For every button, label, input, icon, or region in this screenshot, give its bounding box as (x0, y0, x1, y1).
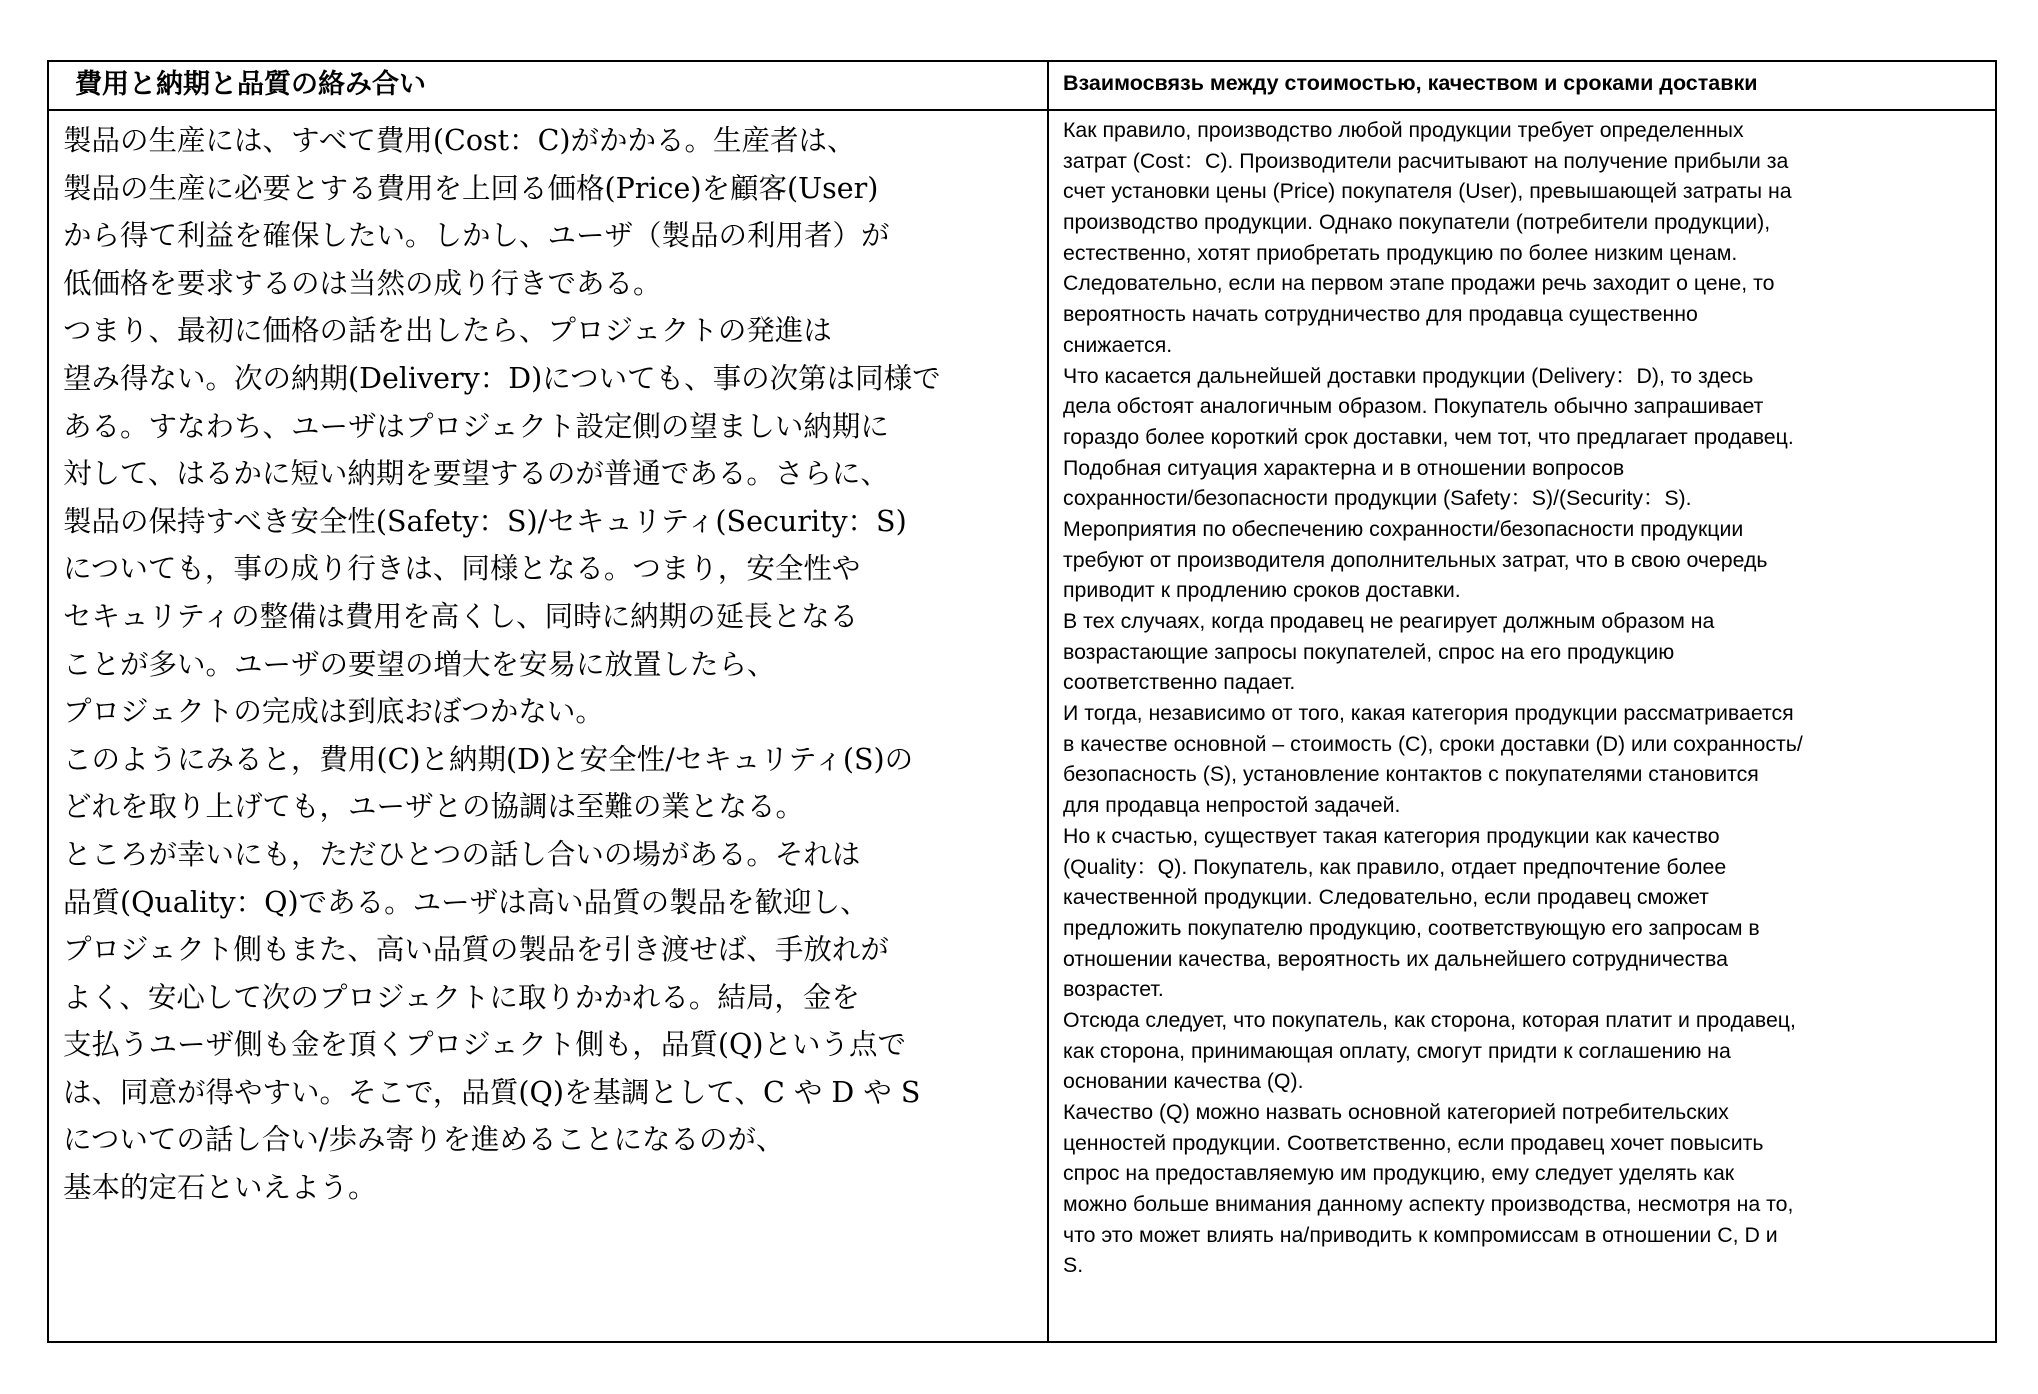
russian-text-line: безопасность (S), установление контактов с покупателями становится (1063, 762, 1759, 787)
russian-text-line: ценностей продукции. Соответственно, если продавец хочет повысить (1063, 1130, 1764, 1155)
russian-text-line: качественной продукции. Следовательно, если продавец сможет (1063, 885, 1709, 910)
russian-text-line: И тогда, независимо от того, какая категория продукции рассматривается (1063, 701, 1794, 726)
japanese-text-line: についての話し合い/歩み寄りを進めることになるのが、 (63, 1123, 785, 1157)
japanese-text-line: 基本的定石といえよう。 (63, 1171, 377, 1205)
japanese-text-line: プロジェクト側もまた、高い品質の製品を引き渡せば、手放れが (63, 933, 889, 967)
russian-text-line: дела обстоят аналогичным образом. Покупатель обычно запрашивает (1063, 394, 1764, 419)
russian-text-line: можно больше внимания данному аспекту производства, несмотря на то, (1063, 1192, 1794, 1217)
russian-text-line: для продавца непростой задачей. (1063, 793, 1401, 818)
russian-text-line: Но к счастью, существует такая категория продукции как качество (1063, 823, 1720, 848)
japanese-text-line: から得て利益を確保したい。しかし、ユーザ（製品の利用者）が (63, 219, 890, 253)
russian-text-line: Мероприятия по обеспечению сохранности/безопасности продукции (1063, 516, 1744, 541)
russian-text-line: возрастет. (1063, 977, 1164, 1002)
japanese-text-line: 製品の保持すべき安全性(Safety：S)/セキュリティ(Security：S) (63, 504, 907, 538)
russian-text-line: Как правило, производство любой продукции требует определенных (1063, 118, 1744, 142)
russian-text-line: вероятность начать сотрудничество для продавца существенно (1063, 302, 1698, 327)
japanese-text-line: このようにみると，費用(C)と納期(D)と安全性/セキュリティ(S)の (63, 742, 914, 776)
japanese-text-line: ことが多い。ユーザの要望の増大を安易に放置したら、 (63, 647, 776, 681)
russian-text-line: затрат (Cost：C). Производители расчитывают на получение прибыли за (1063, 148, 1789, 173)
russian-text-line: соответственно падает. (1063, 670, 1296, 695)
japanese-text-line: ある。すなわち、ユーザはプロジェクト設定側の望ましい納期に (63, 409, 889, 443)
russian-text-line: приводит к продлению сроков доставки. (1063, 578, 1461, 603)
russian-text-line: основании качества (Q). (1063, 1069, 1304, 1094)
japanese-text-line: 製品の生産には、すべて費用(Cost：C)がかかる。生産者は、 (63, 124, 856, 157)
russian-text-line: счет установки цены (Price) покупателя (User), превышающей затраты на (1063, 179, 1792, 204)
russian-text-line: Качество (Q) можно назвать основной категорией потребительских (1063, 1100, 1729, 1124)
japanese-text-line: 望み得ない。次の納期(Delivery：D)についても、事の次第は同様で (63, 361, 941, 395)
russian-text-line: что это может влиять на/приводить к компромиссам в отношении C, D и (1063, 1222, 1778, 1247)
japanese-text-line: つまり、最初に価格の話を出したら、プロジェクトの発進は (63, 314, 832, 348)
russian-text-line: предложить покупателю продукцию, соответствующую его запросам в (1063, 915, 1760, 940)
russian-text-line: Подобная ситуация характерна и в отношении вопросов (1063, 455, 1625, 480)
heading-russian: Взаимосвязь между стоимостью, качеством и сроками доставки (1049, 62, 1995, 111)
japanese-text-line: セキュリティの整備は費用を高くし、同時に納期の延長となる (63, 599, 859, 633)
japanese-text-line: は、同意が得やすい。そこで，品質(Q)を基調として、C や D や S (63, 1075, 921, 1109)
russian-text-line: производство продукции. Однако покупатели (потребители продукции), (1063, 210, 1771, 235)
japanese-text-line: 低価格を要求するのは当然の成り行きである。 (63, 266, 662, 300)
russian-text-line: Следовательно, если на первом этапе продажи речь заходит о цене, то (1063, 271, 1775, 296)
russian-text-column (1049, 111, 1995, 1341)
russian-text-line: требуют от производителя дополнительных затрат, что в свою очередь (1063, 547, 1768, 572)
japanese-text-line: よく、安心して次のプロジェクトに取りかかれる。結局，金を (63, 980, 860, 1014)
japanese-text-line: ところが幸いにも，ただひとつの話し合いの場がある。それは (63, 837, 861, 871)
japanese-text-column (49, 111, 1049, 1341)
russian-text-line: в качестве основной – стоимость (C), сроки доставки (D) или сохранность/ (1063, 731, 1803, 756)
japanese-text-line: 対して、はるかに短い納期を要望するのが普通である。さらに、 (63, 457, 889, 491)
russian-text-line: Отсюда следует, что покупатель, как сторона, которая платит и продавец, (1063, 1007, 1796, 1032)
japanese-text-line: 品質(Quality：Q)である。ユーザは高い品質の製品を歓迎し、 (63, 885, 869, 919)
japanese-text-line: についても，事の成り行きは、同様となる。つまり，安全性や (63, 552, 861, 586)
russian-text-line: снижается. (1063, 332, 1173, 357)
russian-text-line: как сторона, принимающая оплату, смогут придти к соглашению на (1063, 1038, 1731, 1063)
japanese-text-line: プロジェクトの完成は到底おぼつかない。 (63, 695, 604, 729)
heading-japanese: 費用と納期と品質の絡み合い (49, 62, 1049, 111)
russian-text-line: спрос на предоставляемую им продукцию, ему следует уделять как (1063, 1161, 1735, 1186)
japanese-text-line: どれを取り上げても，ユーザとの協調は至難の業となる。 (63, 790, 805, 824)
russian-text-line: отношении качества, вероятность их дальнейшего сотрудничества (1063, 946, 1728, 971)
russian-text-line: В тех случаях, когда продавец не реагирует должным образом на (1063, 609, 1715, 633)
bilingual-table (47, 60, 1997, 1343)
japanese-text-line: 製品の生産に必要とする費用を上回る価格(Price)を顧客(User) (63, 171, 879, 205)
russian-text-line: Что касается дальнейшей доставки продукции (Delivery：D), то здесь (1063, 363, 1754, 388)
russian-text-line: гораздо более короткий срок доставки, чем тот, что предлагает продавец. (1063, 424, 1794, 449)
russian-text-line: S. (1063, 1253, 1084, 1278)
russian-text-line: сохранности/безопасности продукции (Safety：S)/(Security：S). (1063, 486, 1692, 511)
japanese-text-line: 支払うユーザ側も金を頂くプロジェクト側も，品質(Q)という点で (63, 1028, 907, 1062)
russian-text-line: (Quality：Q). Покупатель, как правило, отдает предпочтение более (1063, 854, 1727, 879)
russian-text-line: естественно, хотят приобретать продукцию по более низким ценам. (1063, 240, 1738, 265)
russian-text-line: возрастающие запросы покупателей, спрос на его продукцию (1063, 639, 1675, 664)
